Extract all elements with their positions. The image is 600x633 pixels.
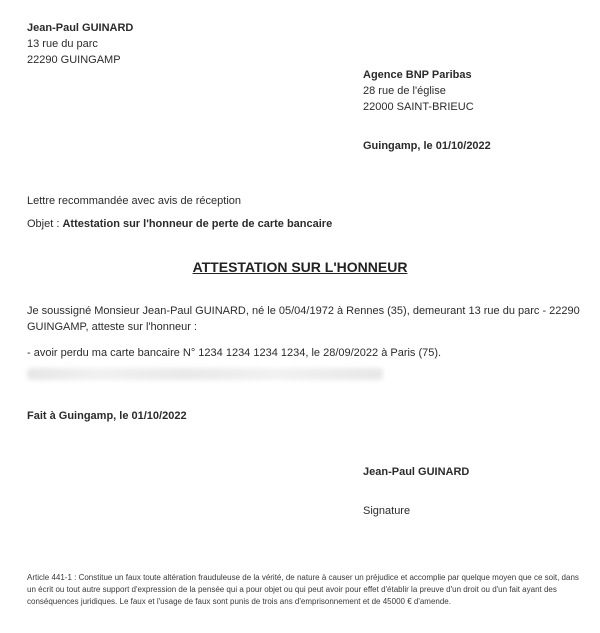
mail-mode: Lettre recommandée avec avis de réception: [27, 195, 242, 207]
recipient-block: [363, 67, 474, 115]
subject-text: Attestation sur l'honneur de perte de carte bancaire: [62, 218, 333, 230]
recipient-address-line2: 22000 SAINT-BRIEUC: [363, 101, 474, 113]
body-item: - avoir perdu ma carte bancaire N° 1234 1234 1234 1234, le 28/09/2022 à Paris (75).: [27, 347, 442, 359]
sender-name: Jean-Paul GUINARD: [27, 22, 134, 34]
sender-address-line2: 22290 GUINGAMP: [27, 54, 121, 66]
blurred-text-line: [27, 368, 383, 380]
body-intro: Je soussigné Monsieur Jean-Paul GUINARD, né le 05/04/1972 à Rennes (35), demeurant 13 rue du parc - 22290 GUINGAMP, atteste sur l'honneur :: [27, 305, 580, 333]
document-title: ATTESTATION SUR L'HONNEUR: [192, 259, 408, 275]
recipient-name: Agence BNP Paribas: [363, 69, 472, 81]
place-date: Guingamp, le 01/10/2022: [363, 140, 491, 152]
sender-address-line1: 13 rue du parc: [27, 38, 98, 50]
signer-name: Jean-Paul GUINARD: [363, 466, 470, 478]
signature-label: Signature: [363, 505, 411, 517]
legal-notice: Article 441-1 : Constitue un faux toute altération frauduleuse de la vérité, de nature à causer un préjudice et accomplie par quelque moyen que ce soit, dans un écrit ou tout autre support d'expression de la pensée qui a pour objet ou qui peut avoir pour effet d'établir la preuve d'un droit ou d'un fait ayant des conséquences juridiques. Le faux et l'usage de faux sont punis de trois ans d'emprisonnement et de 45000 € d'amende.: [27, 573, 579, 606]
done-at: Fait à Guingamp, le 01/10/2022: [27, 410, 187, 422]
subject-line: [27, 216, 332, 232]
subject-label: Objet :: [27, 218, 63, 230]
sender-block: [27, 20, 133, 68]
recipient-address-line1: 28 rue de l'église: [363, 85, 446, 97]
